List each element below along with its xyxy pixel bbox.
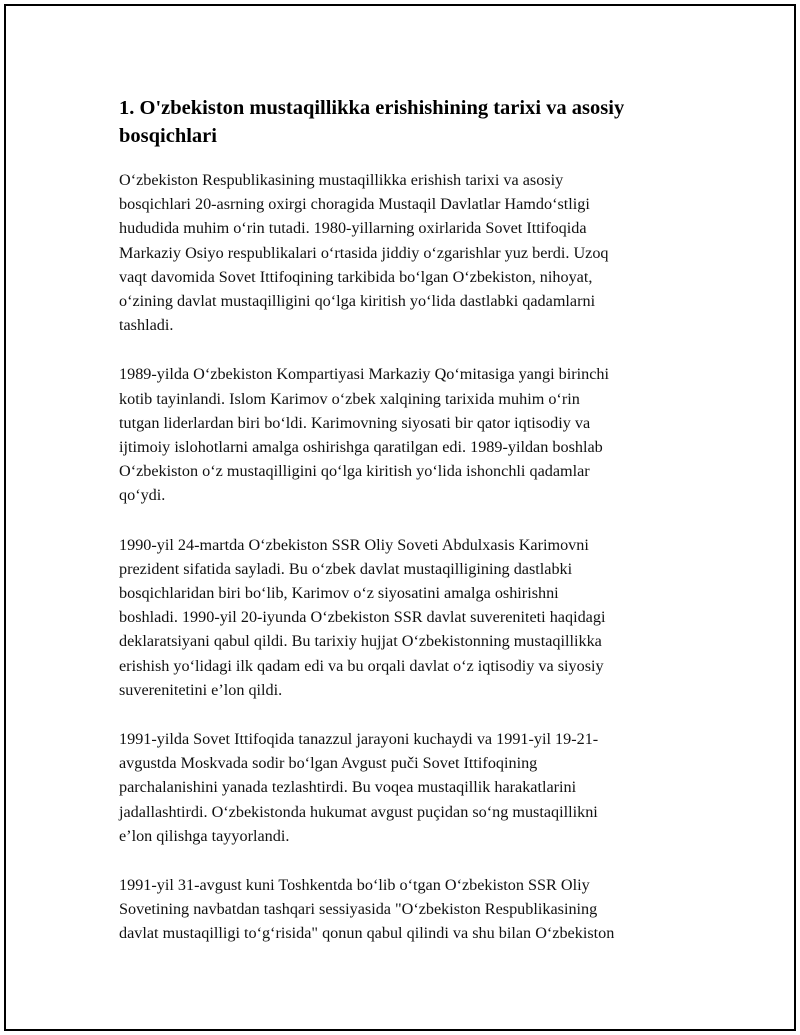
page-frame	[4, 4, 796, 1031]
paragraph-2: 1989-yilda O‘zbekiston Kompartiyasi Markaziy Qo‘mitasiga yangi birinchi kotib tayinlandi. Islom Karimov o‘zbek xalqining tarixida muhim o‘rin tutgan liderlardan biri bo‘ldi. Karimovning siyosati bir qator iqtisodiy va ijtimoiy islohotlarni amalga oshirishga qaratilgan edi. 1989-yildan boshlab O‘zbekiston o‘z mustaqilligini qo‘lga kiritish yo‘lida ishonchli qadamlar qo‘ydi.	[119, 365, 610, 505]
paragraph-3: 1990-yil 24-martda O‘zbekiston SSR Oliy Soveti Abdulxasis Karimovni prezident sifatida sayladi. Bu o‘zbek davlat mustaqilligining dastlabki bosqichlaridan biri bo‘lib, Karimov o‘z siyosatini amalga oshirishni boshladi. 1990-yil 20-iyunda O‘zbekiston SSR davlat suvereniteti haqidagi deklaratsiyani qabul qildi. Bu tarixiy hujjat O‘zbekistonning mustaqillikka erishish yo‘lidagi ilk qadam edi va bu orqali davlat o‘z iqtisodiy va siyosiy suverenitetini e’lon qildi.	[119, 535, 606, 699]
section-heading: 1. O'zbekiston mustaqillikka erishishining tarixi va asosiy bosqichlari	[119, 97, 625, 147]
paragraph-1: O‘zbekiston Respublikasining mustaqillikka erishish tarixi va asosiy bosqichlari 20-asrning oxirgi choragida Mustaqil Davlatlar Hamdo‘stligi hududida muhim o‘rin tutadi. 1980-yillarning oxirlarida Sovet Ittifoqida Markaziy Osiyo respublikalari o‘rtasida jiddiy o‘zgarishlar yuz berdi. Uzoq vaqt davomida Sovet Ittifoqining tarkibida bo‘lgan O‘zbekiston, nihoyat, o‘zining davlat mustaqilligini qo‘lga kiritish yo‘lida dastlabki qadamlarni tashladi.	[119, 171, 609, 335]
paragraph-5: 1991-yil 31-avgust kuni Toshkentda bo‘lib o‘tgan O‘zbekiston SSR Oliy Sovetining navbatdan tashqari sessiyasida "O‘zbekiston Respublikasining davlat mustaqilligi to‘g‘risida" qonun qabul qilindi va shu bilan O‘zbekiston	[119, 876, 615, 943]
paragraph-4: 1991-yilda Sovet Ittifoqida tanazzul jarayoni kuchaydi va 1991-yil 19-21- avgustda Moskvada sodir bo‘lgan Avgust puči Sovet Ittifoqining parchalanishini yanada tezlashtirdi. Bu voqea mustaqillik harakatlarini jadallashtirdi. O‘zbekistonda hukumat avgust puçidan so‘ng mustaqillikni e’lon qilishga tayyorlandi.	[119, 730, 599, 845]
document-body	[119, 94, 699, 971]
